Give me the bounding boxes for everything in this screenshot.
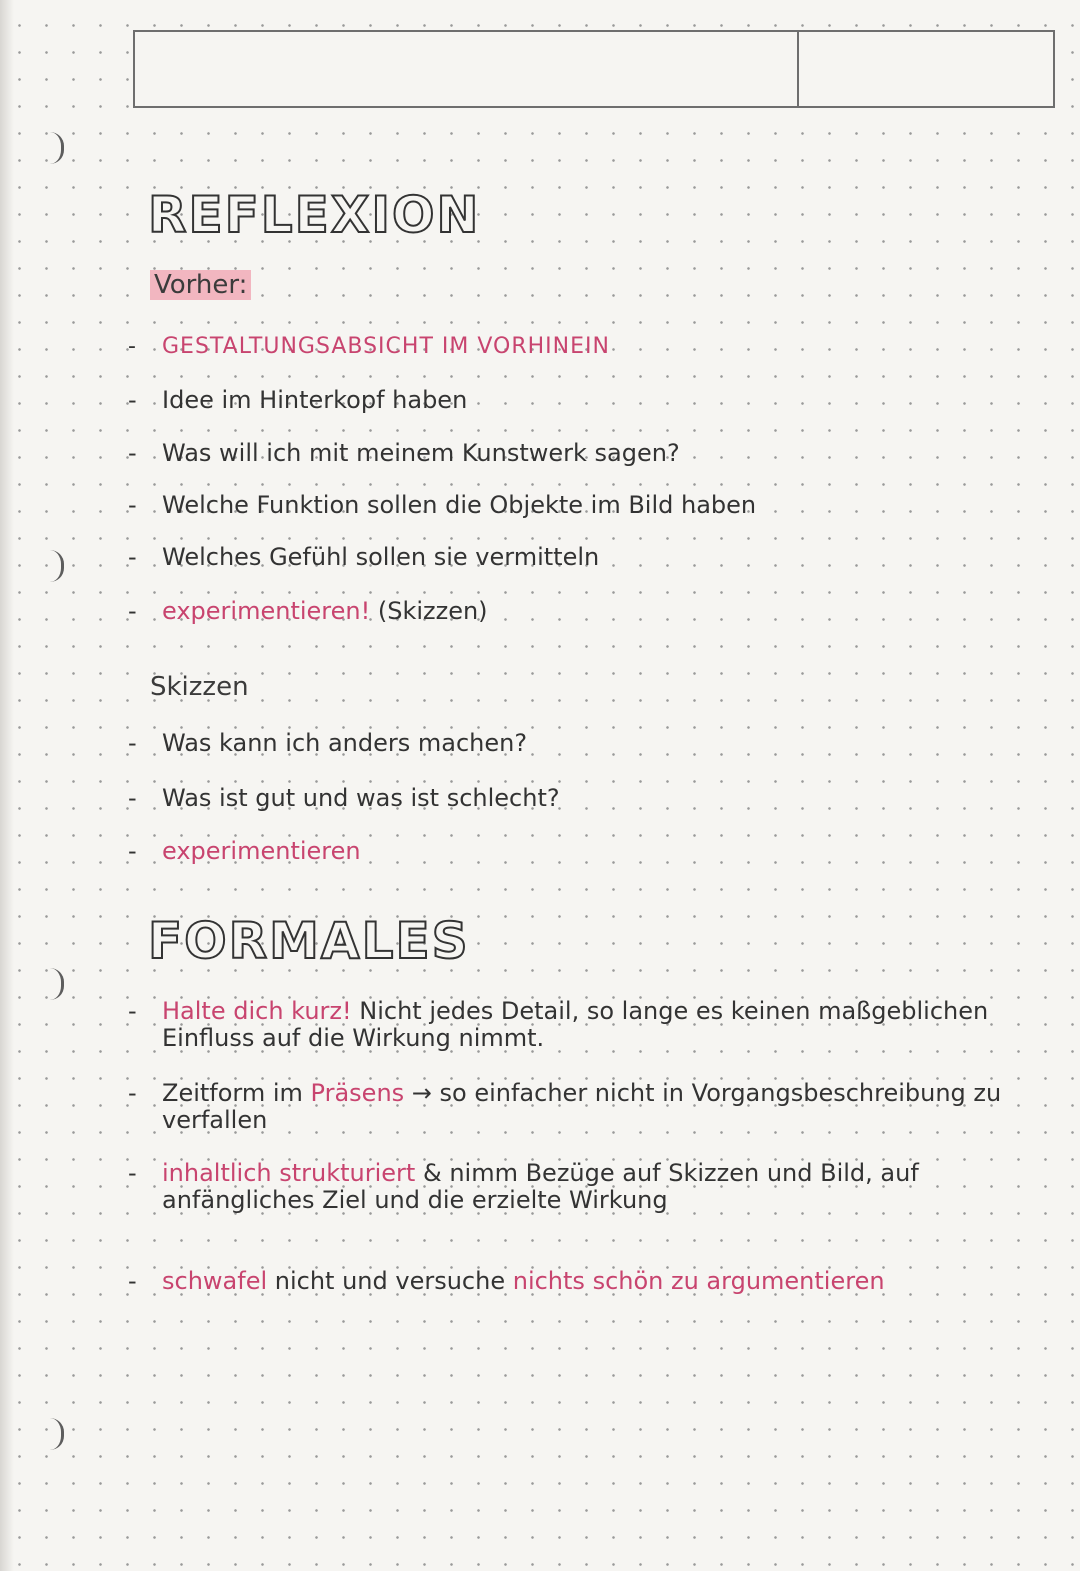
bullet-dash: - (128, 386, 137, 414)
list-item (128, 1160, 1068, 1214)
bullet-dash: - (128, 1267, 137, 1295)
item-text: & nimm Bezüge auf Skizzen und Bild, auf anfängliches Ziel und die erzielte Wirkung (162, 1159, 919, 1214)
page-edge-shadow (0, 0, 14, 1571)
header-box-divider (797, 30, 799, 108)
item-text: Was kann ich anders machen? (162, 729, 528, 757)
item-text-pink: experimentieren! (162, 597, 371, 625)
item-text-pink: Halte dich kurz! (162, 997, 352, 1025)
item-text-pink: nichts schön zu argumentieren (512, 1267, 885, 1295)
bullet-dash: - (128, 334, 137, 359)
item-text-pink: GESTALTUNGSABSICHT IM VORHINEIN (162, 334, 610, 359)
bullet-dash: - (128, 784, 137, 812)
item-text: Welches Gefühl sollen sie vermitteln (162, 543, 600, 571)
list-item (128, 598, 1068, 625)
label-vorher: Vorher: (150, 270, 251, 300)
list-item (128, 1080, 1068, 1134)
item-text: (Skizzen) (370, 597, 488, 625)
list-item (128, 998, 1068, 1052)
heading-reflexion: REFLEXION (148, 186, 481, 244)
bullet-dash: - (128, 997, 137, 1025)
item-text: nicht und versuche (267, 1267, 513, 1295)
list-item (128, 1268, 1068, 1295)
list-item (128, 333, 1068, 360)
list-item (128, 440, 1068, 467)
item-text: → so einfacher nicht in Vorgangsbeschreibung zu verfallen (162, 1079, 1002, 1134)
bullet-dash: - (128, 1159, 137, 1187)
item-text: Was ist gut und was ist schlecht? (162, 784, 560, 812)
list-item (128, 492, 1068, 519)
bullet-dash: - (128, 837, 137, 865)
label-skizzen: Skizzen (150, 672, 249, 702)
bullet-dash: - (128, 439, 137, 467)
bullet-dash: - (128, 729, 137, 757)
list-item (128, 730, 1068, 757)
item-text: Nicht jedes Detail, so lange es keinen maßgeblichen Einfluss auf die Wirkung nimmt. (162, 997, 989, 1052)
item-text: Was will ich mit meinem Kunstwerk sagen? (162, 439, 680, 467)
item-text: Welche Funktion sollen die Objekte im Bild haben (162, 491, 757, 519)
list-item (128, 544, 1068, 571)
item-text-pink: inhaltlich strukturiert (162, 1159, 416, 1187)
list-item (128, 838, 1068, 865)
item-text-pink: Präsens (310, 1079, 405, 1107)
list-item (128, 785, 1068, 812)
bullet-dash: - (128, 491, 137, 519)
item-text: Idee im Hinterkopf haben (162, 386, 468, 414)
list-item (128, 387, 1068, 414)
bullet-dash: - (128, 1079, 137, 1107)
item-text-pink: schwafel (162, 1267, 268, 1295)
bullet-dash: - (128, 543, 137, 571)
header-box (133, 30, 1055, 108)
bullet-dash: - (128, 597, 137, 625)
item-text-pink: experimentieren (162, 837, 361, 865)
item-text: Zeitform im (162, 1079, 311, 1107)
heading-formales: FORMALES (148, 912, 470, 970)
